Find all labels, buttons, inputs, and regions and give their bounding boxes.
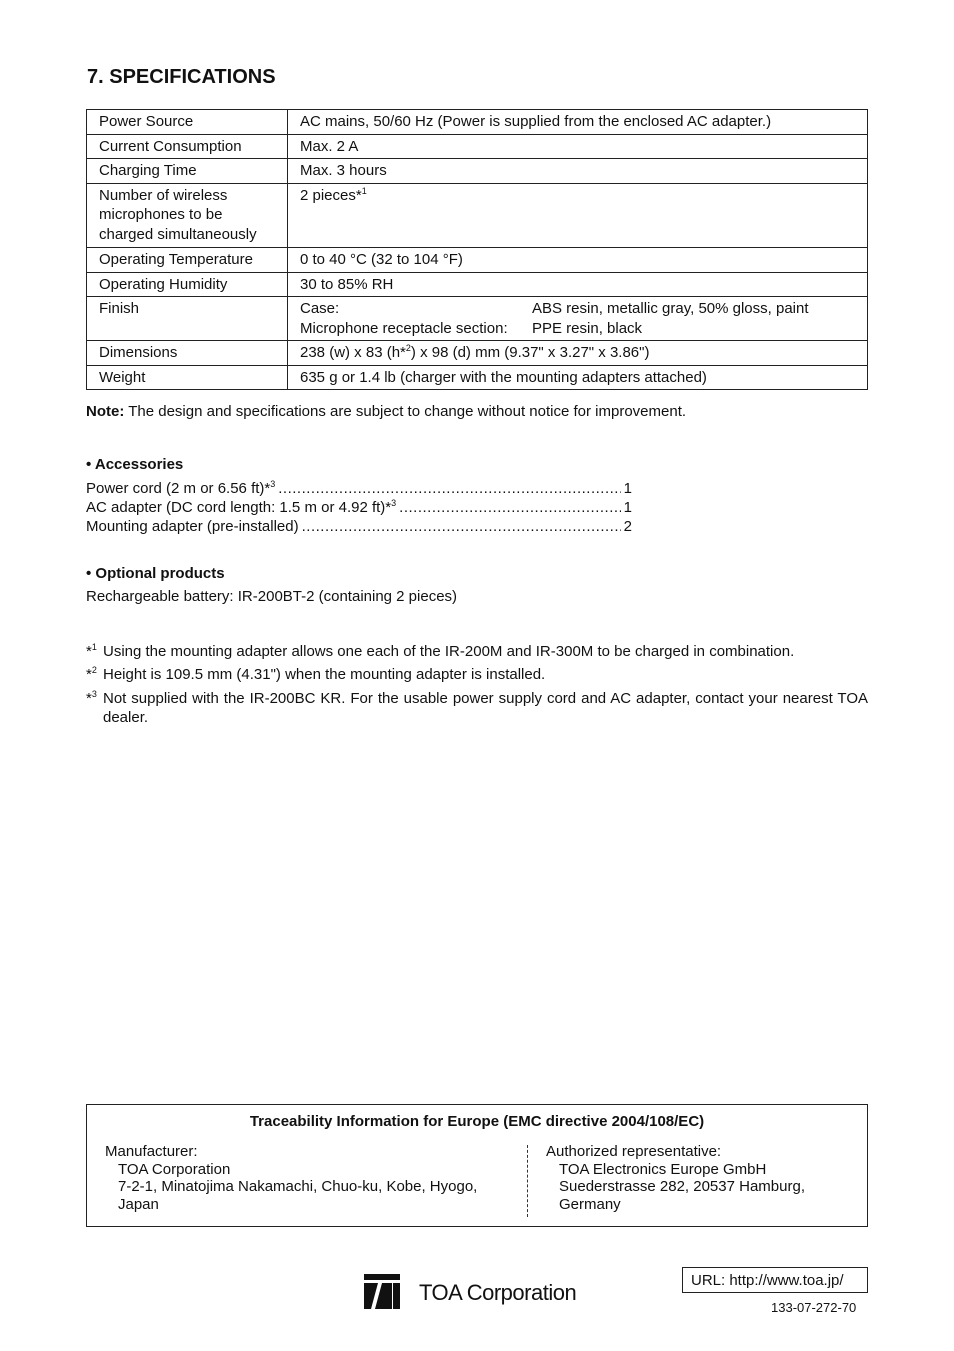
spec-value: AC mains, 50/60 Hz (Power is supplied from the enclosed AC adapter.) [288, 110, 868, 135]
column-divider [527, 1145, 528, 1217]
spec-label: Current Consumption [87, 134, 288, 159]
traceability-box [86, 1104, 868, 1227]
spec-value: Max. 3 hours [288, 159, 868, 184]
spec-value-text: 2 pieces* [300, 186, 362, 204]
footnote-ref: 3 [391, 498, 397, 508]
optional-product-item: Rechargeable battery: IR-200BT-2 (containing 2 pieces) [86, 588, 458, 605]
spec-label: Weight [87, 365, 288, 390]
accessory-name [86, 479, 275, 498]
list-item [86, 479, 632, 498]
footnote-ref: 3 [270, 479, 276, 489]
representative-label: Authorized representative: [546, 1143, 722, 1160]
spec-label: Number of wireless microphones to be charged simultaneously [87, 183, 288, 248]
representative-address: Suederstrasse 282, 20537 Hamburg, [559, 1178, 805, 1195]
footnote-asterisk: * [86, 690, 92, 707]
manufacturer-country: Japan [118, 1195, 159, 1213]
table-row [87, 341, 868, 366]
table-row [87, 159, 868, 184]
spec-value: 30 to 85% RH [288, 272, 868, 297]
spec-value-text: ) x 98 (d) mm (9.37" x 3.27" x 3.86") [410, 344, 650, 361]
footnote-text: Using the mounting adapter allows one each of the IR-200M and IR-300M to be charged in combination. [103, 643, 795, 660]
footnote-number: 1 [91, 642, 97, 652]
accessory-name-text: Mounting adapter (pre-installed) [86, 518, 299, 535]
manufacturer-name: TOA Corporation [118, 1160, 231, 1178]
spec-label: Charging Time [87, 159, 288, 184]
url-box[interactable]: URL: http://www.toa.jp/ [682, 1267, 868, 1293]
finish-material: PPE resin, black [532, 319, 643, 337]
dot-leader [278, 479, 620, 498]
spec-label: Operating Temperature [87, 248, 288, 273]
representative-name: TOA Electronics Europe GmbH [559, 1160, 767, 1178]
spec-value [288, 341, 868, 366]
dot-leader [399, 498, 620, 517]
table-row [87, 183, 868, 248]
accessories-heading: • Accessories [86, 456, 184, 473]
note [86, 402, 886, 421]
finish-part: Case: [300, 300, 340, 317]
page-title: 7. SPECIFICATIONS [87, 66, 276, 88]
accessory-name-text: Power cord (2 m or 6.56 ft)* [86, 480, 271, 497]
footnote-mark [86, 642, 103, 661]
table-row [87, 365, 868, 390]
accessory-qty: 1 [623, 499, 632, 516]
traceability-title: Traceability Information for Europe (EMC directive 2004/108/EC) [249, 1113, 705, 1130]
footnote-text: Height is 109.5 mm (4.31") when the mounting adapter is installed. [103, 666, 546, 683]
footnote-mark [86, 665, 103, 684]
spec-label: Finish [87, 297, 288, 341]
accessory-qty: 2 [623, 518, 632, 535]
manufacturer-block [105, 1143, 477, 1213]
footnote-ref: 1 [361, 185, 367, 196]
manufacturer-label: Manufacturer: [105, 1143, 198, 1160]
footnote-asterisk: * [86, 643, 92, 660]
accessory-name-text: AC adapter (DC cord length: 1.5 m or 4.92 ft)* [86, 499, 392, 516]
footnote [86, 642, 868, 661]
toa-logo [364, 1274, 576, 1310]
table-row [87, 134, 868, 159]
table-row [87, 110, 868, 135]
spec-value: Max. 2 A [288, 134, 868, 159]
document-code: 133-07-272-70 [771, 1300, 857, 1315]
table-row [87, 248, 868, 273]
spec-label: Dimensions [87, 341, 288, 366]
footnote-number: 2 [91, 665, 97, 675]
manufacturer-address: 7-2-1, Minatojima Nakamachi, Chuo-ku, Kobe, Hyogo, [118, 1178, 478, 1195]
footnote [86, 689, 868, 727]
spec-value [288, 183, 868, 248]
toa-logo-icon [364, 1274, 400, 1310]
spec-label: Power Source [87, 110, 288, 135]
footnote-number: 3 [91, 689, 97, 699]
accessories-list [86, 479, 632, 536]
note-label: Note: [86, 403, 125, 420]
logo-text: TOA Corporation [419, 1279, 577, 1305]
optional-products-heading: • Optional products [86, 565, 225, 582]
finish-material: ABS resin, metallic gray, 50% gloss, paint [532, 300, 809, 317]
finish-part: Microphone receptacle section: [300, 319, 508, 337]
representative-country: Germany [559, 1195, 621, 1213]
spec-value: 0 to 40 °C (32 to 104 °F) [288, 248, 868, 273]
specifications-table [86, 109, 868, 390]
spec-label: Operating Humidity [87, 272, 288, 297]
finish-details [300, 299, 855, 338]
footnote [86, 665, 868, 684]
footnote-text: Not supplied with the IR-200BC KR. For the usable power supply cord and AC adapter, contact your nearest TOA dealer. [103, 690, 868, 726]
table-row [87, 297, 868, 341]
spec-value-text: 238 (w) x 83 (h* [300, 344, 406, 361]
spec-value: 635 g or 1.4 lb (charger with the mounting adapters attached) [288, 365, 868, 390]
dot-leader [302, 517, 621, 536]
representative-block [546, 1143, 805, 1213]
accessory-name [86, 498, 396, 517]
footnote-ref: 2 [405, 343, 411, 353]
note-text: The design and specifications are subject to change without notice for improvement. [124, 403, 687, 420]
table-row [87, 272, 868, 297]
footnote-asterisk: * [86, 666, 92, 683]
list-item [86, 517, 632, 536]
accessory-qty: 1 [623, 480, 632, 497]
accessory-name [86, 517, 299, 536]
footnote-mark [86, 689, 103, 727]
list-item [86, 498, 632, 517]
spec-value [288, 297, 868, 341]
